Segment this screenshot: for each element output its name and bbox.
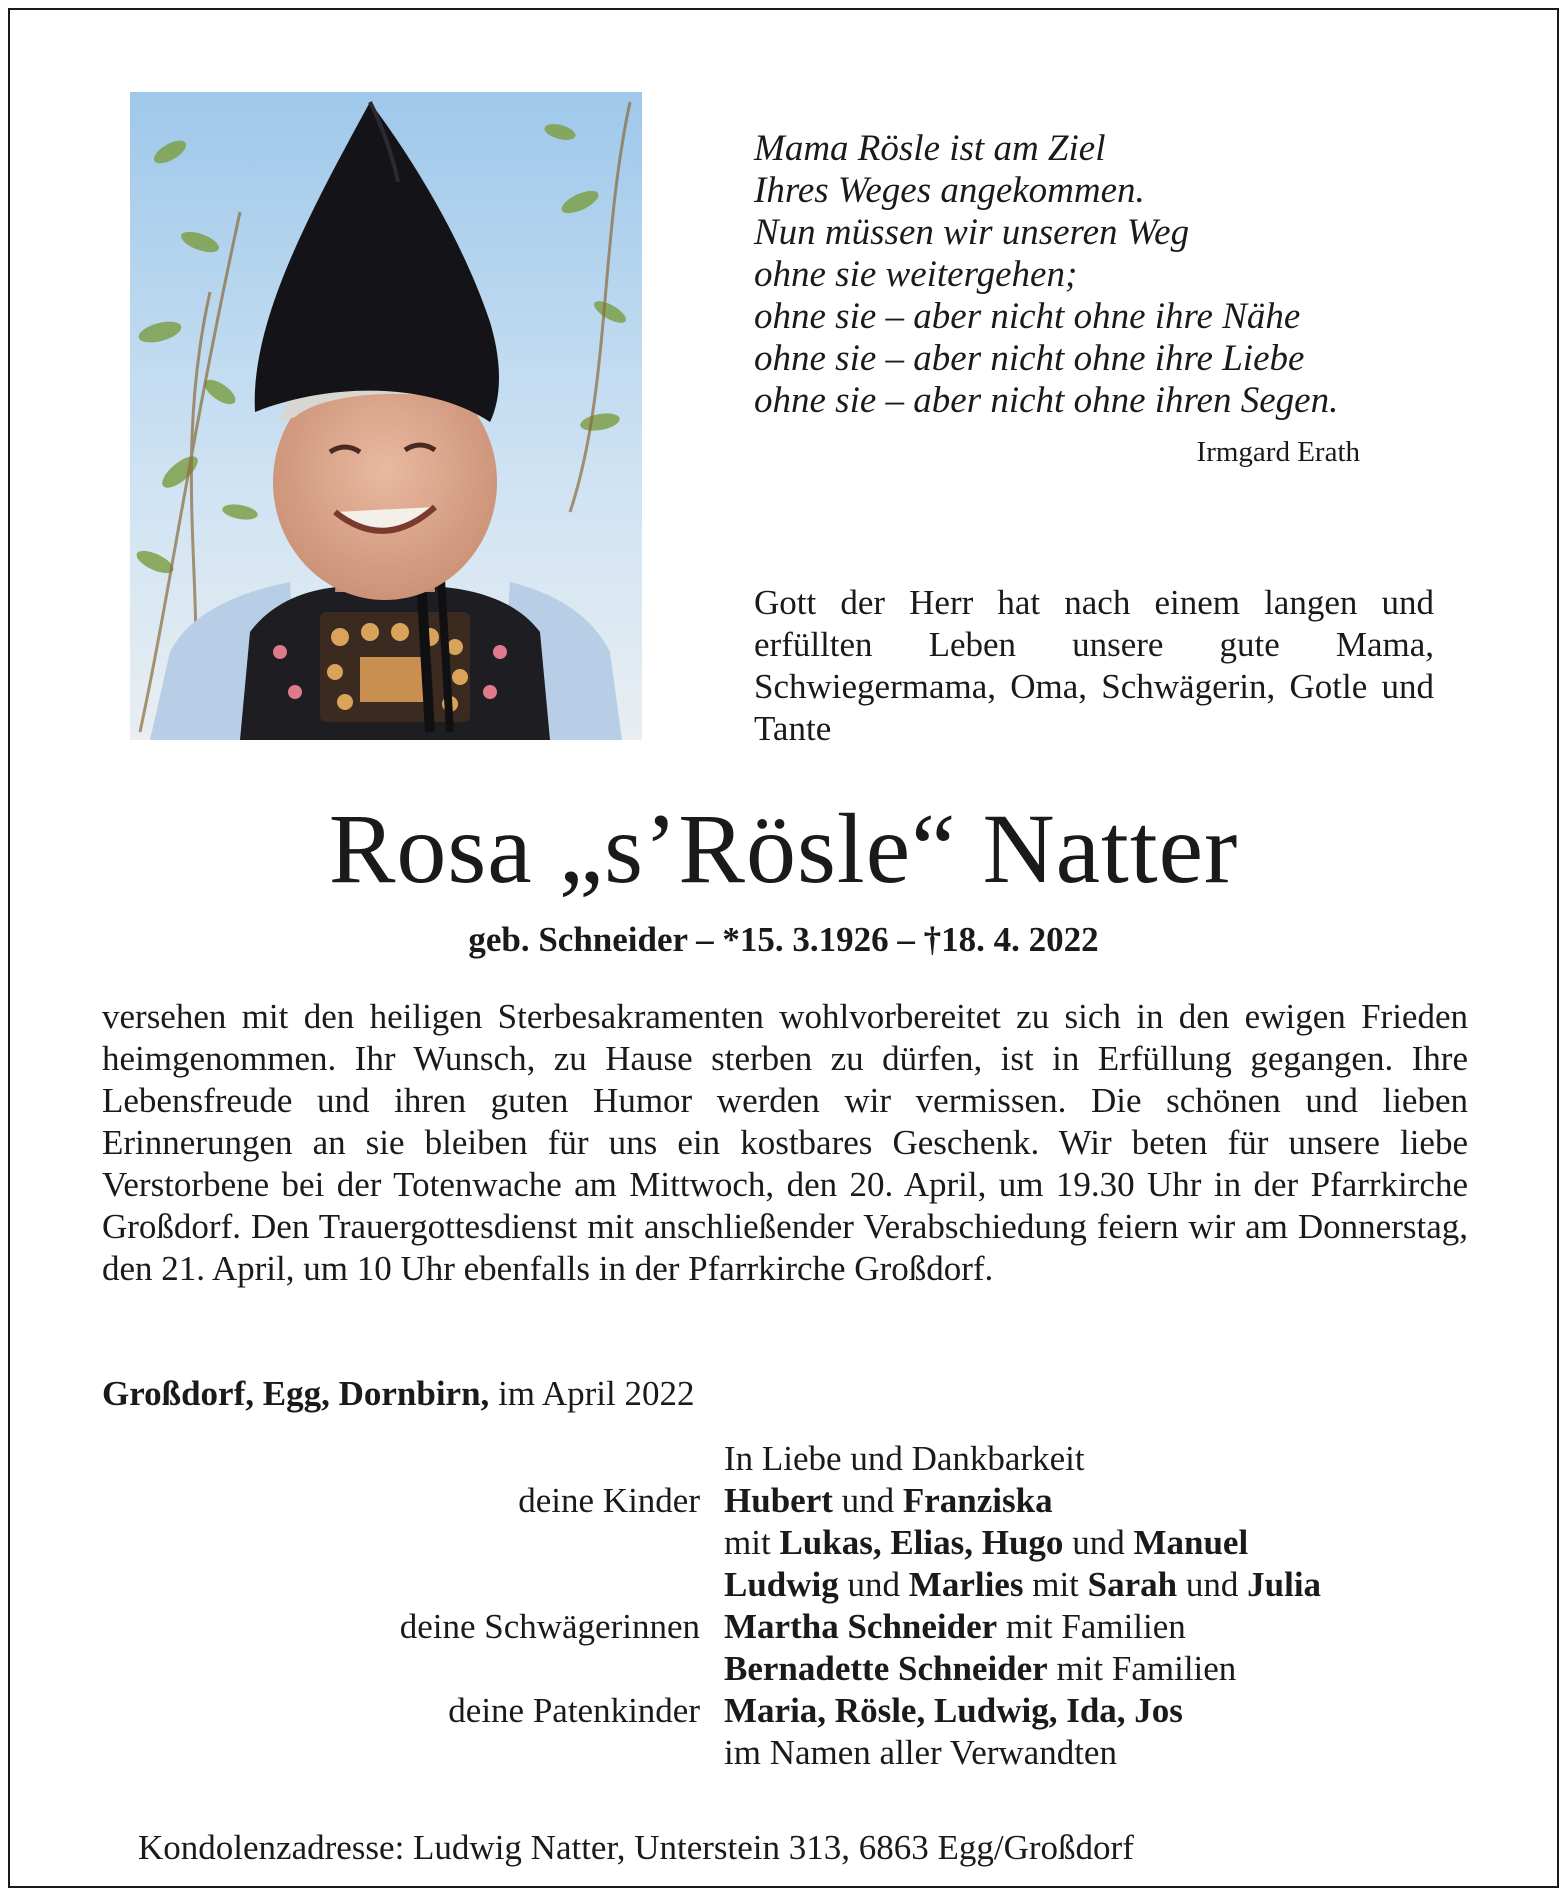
family-name: Julia (1247, 1565, 1322, 1604)
place-date (102, 1374, 694, 1414)
poem (754, 128, 1474, 422)
relation-label: deine Patenkinder (448, 1691, 700, 1730)
family-name: Franziska (902, 1481, 1053, 1520)
family-name: Ludwig (724, 1565, 839, 1604)
family-name: Martha Schneider (724, 1607, 998, 1646)
family-row: Bernadette Schneider mit Familien (724, 1649, 1237, 1688)
date: im April 2022 (498, 1374, 695, 1413)
family-heading: In Liebe und Dankbarkeit (724, 1439, 1085, 1478)
relation-label: deine Schwägerinnen (399, 1607, 700, 1646)
family-name: Maria, Rösle, Ludwig, Ida, Jos (724, 1691, 1183, 1730)
poem-author: Irmgard Erath (1196, 436, 1360, 468)
intro-text: Gott der Herr hat nach einem langen und erfüllten Leben unsere gute Mama, Schwiegermama, Oma, Schwägerin, Gotle und Tante (754, 583, 1434, 748)
birth-death-dates: geb. Schneider – *15. 3.1926 – †18. 4. 2022 (468, 920, 1099, 959)
family-name: Marlies (908, 1565, 1024, 1604)
poem-line: Mama Rösle ist am Ziel (754, 128, 1106, 169)
family-row (260, 1690, 1460, 1732)
obituary-body: versehen mit den heiligen Sterbesakramenten wohlvorbereitet zu sich in den ewigen Frieden heimgenommen. Ihr Wunsch, zu Hause sterben zu dürfen, ist in Erfüllung gegangen. Ihre Lebensfreude und ihren guten Humor werden wir vermissen. Die schönen und lieben Erinnerungen an sie bleiben für uns ein kostbares Geschenk. Wir beten für unsere liebe Verstorbene bei der Totenwache am Mittwoch, den 20. April, um 19.30 Uhr in der Pfarrkirche Großdorf. Den Trauergottesdienst mit anschließender Verabschiedung feiern wir am Donnerstag, den 21. April, um 10 Uhr ebenfalls in der Pfarrkirche Großdorf. (102, 997, 1468, 1288)
family-name: Lukas, Elias, Hugo (779, 1523, 1064, 1562)
family-name: Sarah (1087, 1565, 1178, 1604)
family-closing: im Namen aller Verwandten (724, 1733, 1117, 1772)
family-row: mit Lukas, Elias, Hugo und Manuel (724, 1523, 1249, 1562)
obituary-page (8, 8, 1559, 1888)
family-name: Manuel (1133, 1523, 1249, 1562)
family-row: deine Schwägerinnen Martha Schneider mit Familien (260, 1606, 1460, 1648)
condolence-address: Kondolenzadresse: Ludwig Natter, Unterstein 313, 6863 Egg/Großdorf (138, 1828, 1134, 1867)
relation-label: deine Kinder (518, 1481, 700, 1520)
family-name: Hubert (724, 1481, 833, 1520)
places: Großdorf, Egg, Dornbirn, (102, 1374, 490, 1413)
family-row: deine Kinder Hubert und Franziska (260, 1480, 1460, 1522)
poem-line: ohne sie – aber nicht ohne ihren Segen. (754, 380, 1339, 421)
family-row: Ludwig und Marlies mit Sarah und Julia (724, 1565, 1322, 1604)
family-name: Bernadette Schneider (724, 1649, 1048, 1688)
family-list (260, 1438, 1460, 1774)
poem-line: Ihres Weges angekommen. (754, 170, 1145, 211)
poem-line: ohne sie – aber nicht ohne ihre Liebe (754, 338, 1305, 379)
poem-line: ohne sie – aber nicht ohne ihre Nähe (754, 296, 1301, 337)
deceased-name: Rosa „s’Rösle“ Natter (328, 793, 1239, 904)
portrait-illustration (130, 92, 642, 740)
family-row (260, 1438, 1460, 1480)
family-row (260, 1732, 1460, 1774)
portrait-photo (130, 92, 642, 740)
poem-line: Nun müssen wir unseren Weg (754, 212, 1190, 253)
poem-line: ohne sie weitergehen; (754, 254, 1078, 295)
